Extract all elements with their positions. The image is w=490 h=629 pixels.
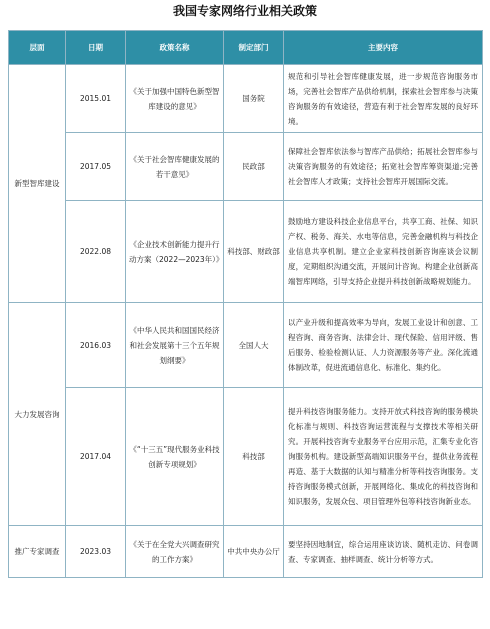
header-main-content: 主要内容 [284,31,483,65]
level-cell: 推广专家调查 [9,526,66,578]
header-policy-name: 政策名称 [126,31,224,65]
policy-name-cell: 《关于社会智库健康发展的若干意见》 [126,133,224,201]
content-cell: 要坚持因地制宜，综合运用座谈访谈、随机走访、问卷调查、专家调查、抽样调查、统计分析等方式。 [284,526,483,578]
table-row [9,388,483,526]
policy-table [8,30,483,578]
date-cell: 2017.05 [66,133,126,201]
department-cell: 全国人大 [224,303,284,388]
table-row [9,303,483,388]
policy-name-cell: 《中华人民共和国国民经济和社会发展第十三个五年规划纲要》 [126,303,224,388]
page-title: 我国专家网络行业相关政策 [172,4,317,18]
policy-name-cell: 《关于在全党大兴调查研究的工作方案》 [126,526,224,578]
department-cell: 科技部、财政部 [224,201,284,303]
department-cell: 民政部 [224,133,284,201]
policy-name-cell: 《关于加强中国特色新型智库建设的意见》 [126,65,224,133]
level-cell: 新型智库建设 [9,65,66,303]
date-cell: 2022.08 [66,201,126,303]
date-cell: 2015.01 [66,65,126,133]
level-cell: 大力发展咨询 [9,303,66,526]
date-cell: 2023.03 [66,526,126,578]
content-cell: 提升科技咨询服务能力。支持开放式科技咨询的服务模块化标准与规则、科技咨询运营流程与支撑技术等相关研究。开展科技咨询专业服务平台应用示范，汇集专业化咨询服务机构。建设新型高端知识服务平台，提供业务流程再造、基于大数据的认知与精准分析等科技咨询服务。支持咨询服务模式创新，开展网络化、集成化的科技咨询和知识服务，发展众包、项目管理外包等科技咨询新业态。 [284,388,483,526]
department-cell: 科技部 [224,388,284,526]
header-level: 层面 [9,31,66,65]
header-department: 制定部门 [224,31,284,65]
table-row [9,133,483,201]
policy-name-cell: 《“十三五”现代服务业科技创新专项规划》 [126,388,224,526]
content-cell: 保障社会智库依法参与智库产品供给；拓展社会智库参与决策咨询服务的有效途径；拓宽社会智库筹资渠道;完善社会智库人才政策；支持社会智库开展国际交流。 [284,133,483,201]
table-row [9,526,483,578]
date-cell: 2016.03 [66,303,126,388]
content-cell: 规范和引导社会智库健康发展，进一步规范咨询服务市场，完善社会智库产品供给机制，探索社会智库参与决策咨询服务的有效途径，营造有利于社会智库发展的良好环境。 [284,65,483,133]
table-row [9,201,483,303]
content-cell: 鼓励地方建设科技企业信息平台，共享工商、社保、知识产权、税务、海关、水电等信息，完善金融机构与科技企业信息共享机制。建立企业家科技创新咨询座谈会议制度，定期组织沟通交流，开展问计咨询。构建企业创新高端智库网络，引导支持企业提升科技创新战略规划能力。 [284,201,483,303]
header-date: 日期 [66,31,126,65]
table-row [9,65,483,133]
department-cell: 国务院 [224,65,284,133]
table-header-row [9,31,483,65]
policy-name-cell: 《企业技术创新能力提升行动方案（2022—2023年）》 [126,201,224,303]
content-cell: 以产业升级和提高效率为导向，发展工业设计和创意、工程咨询、商务咨询、法律会计、现代保险、信用评级、售后服务、检验检测认证、人力资源服务等产业。深化流通体制改革，促进流通信息化、标准化、集约化。 [284,303,483,388]
date-cell: 2017.04 [66,388,126,526]
department-cell: 中共中央办公厅 [224,526,284,578]
